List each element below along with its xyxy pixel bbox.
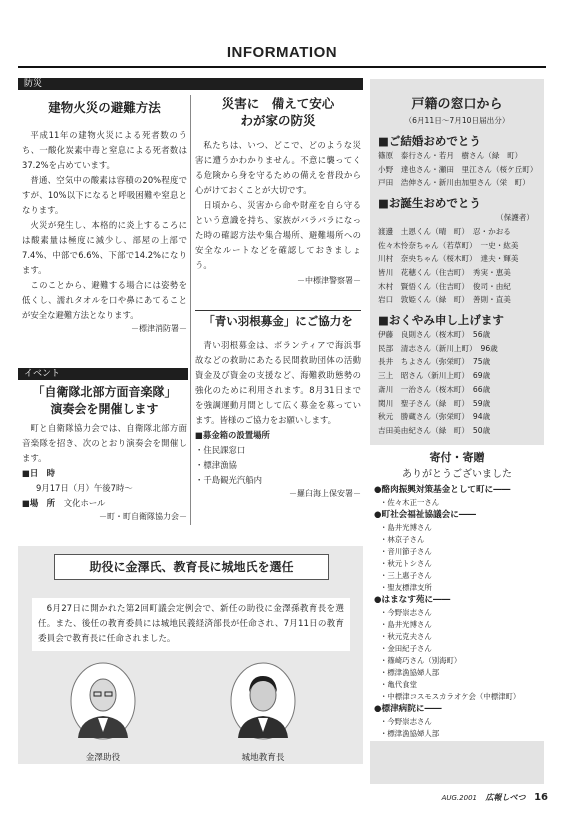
footer-date: AUG.2001 bbox=[441, 794, 477, 802]
marriage-heading: ■ご結婚おめでとう bbox=[378, 134, 481, 148]
article-paragraph: 平成11年の建物火災による死者数のうち、一酸化炭素中毒と窒息による死者数は37.2%を占めています。 bbox=[22, 130, 187, 170]
article-credit: －中標津警察署－ bbox=[297, 276, 361, 285]
article-paragraph: 私たちは、いつ、どこで、どのような災害に遭うかわかりません。不意に襲ってくる危険から身を守るための備えを普段から心がけておくことが大切です。 bbox=[195, 140, 361, 195]
marriage-section bbox=[370, 133, 544, 190]
footer-publication: 広報しべつ bbox=[485, 793, 526, 802]
list-item: ・佐々木正一さん bbox=[380, 497, 440, 507]
list-item: 伊藤 良則さん（桜木町） 56歳 bbox=[378, 330, 491, 340]
list-item: ・今野崇志さん bbox=[380, 607, 432, 617]
donation-subtitle: ありがとうございました bbox=[402, 468, 512, 480]
list-item: 川村 奈央ちゃん（桜木町） 達夫・輝美 bbox=[378, 254, 519, 264]
list-item: 民部 清志さん（新川上町） 96歳 bbox=[378, 343, 498, 353]
date-label: ■日 時 bbox=[22, 468, 56, 478]
category-label: 防災 bbox=[24, 79, 43, 89]
portrait-shirochi bbox=[230, 662, 296, 740]
article-home-disaster-prep bbox=[195, 95, 361, 286]
list-item: ・三上惠子さん bbox=[380, 570, 432, 580]
list-item: ・今野崇志さん bbox=[380, 716, 432, 726]
list-item: 篠原 泰行さん・若月 樹さん（緑 町） bbox=[378, 151, 523, 160]
article-band-concert bbox=[22, 384, 187, 522]
appointment-box bbox=[18, 546, 363, 764]
page-number: 16 bbox=[534, 792, 548, 803]
list-item: ・秋元トシさん bbox=[380, 558, 432, 568]
footer bbox=[400, 792, 548, 803]
list-item: 戸田 浩伸さん・新川由加里さん（栄 町） bbox=[378, 178, 530, 188]
page-title: INFORMATION bbox=[226, 44, 338, 61]
donation-section-heading: ●町社会福祉協議会に―― bbox=[374, 509, 477, 520]
donation-title: 寄付・寄贈 bbox=[429, 450, 485, 464]
birth-heading: ■お誕生おめでとう bbox=[378, 196, 481, 211]
list-item: 木村 賢悟くん（住吉町） 俊司・由紀 bbox=[378, 281, 511, 291]
article-title-line2: わが家の防災 bbox=[240, 113, 316, 128]
appointment-paragraph: 6月27日に開かれた第2回町議会定例会で、新任の助役に金澤孫教育長を選任。また、後任の教育委員には城地民義経済部長が任命され、7月11日の教育委員会で教育長に任命されました。 bbox=[38, 604, 344, 644]
list-item: ・聖友標津支所 bbox=[380, 582, 432, 592]
list-item: 関川 聖子さん（緑 町） 59歳 bbox=[378, 398, 491, 408]
list-item: 三上 昭さん（新川上町） 69歳 bbox=[378, 371, 491, 381]
article-title-line1: 「自衛隊北部方面音楽隊」 bbox=[32, 385, 177, 399]
list-item: 斎川 一治さん（桜木町） 66歳 bbox=[378, 384, 491, 394]
article-paragraph: 火災が発生し、本格的に炎上するころには酸素量は極度に減少し、部屋の上部で7.4%、中部で6.6%、下部で14.2%になります。 bbox=[22, 220, 187, 275]
list-item: ・篠崎巧さん（別海町） bbox=[380, 655, 462, 665]
article-title-line1: 災害に 備えて安心 bbox=[221, 96, 335, 111]
portrait-kanazawa bbox=[70, 662, 136, 740]
person-photo-icon bbox=[70, 662, 136, 740]
list-item: ・島井光博さん bbox=[380, 619, 432, 629]
location-item: ・住民課窓口 bbox=[195, 445, 246, 455]
place-value: 文化ホール bbox=[63, 498, 106, 508]
event-date-value: 9月17日（月）午後7時～ bbox=[36, 483, 133, 493]
article-credit: －羅臼海上保安署－ bbox=[289, 489, 361, 498]
article-blue-feather bbox=[195, 313, 361, 499]
donation-box bbox=[370, 445, 544, 741]
list-item: 佐々木怜奈ちゃん（若草町） 一史・紘美 bbox=[378, 240, 519, 250]
column-divider bbox=[190, 95, 191, 525]
donation-section-heading: ●標津病院に―― bbox=[374, 703, 442, 714]
location-item: ・千島観光汽船内 bbox=[195, 475, 262, 485]
category-label: イベント bbox=[24, 369, 61, 379]
category-bar-bosai bbox=[18, 78, 363, 90]
person-photo-icon bbox=[230, 662, 296, 740]
appointment-text-box bbox=[32, 598, 350, 651]
list-item: ・亀代食堂 bbox=[380, 679, 417, 689]
donation-section-heading: ●はまなす苑に―― bbox=[374, 594, 451, 605]
death-section bbox=[370, 312, 544, 438]
portrait-caption: 城地教育長 bbox=[241, 753, 285, 763]
section-rule bbox=[195, 310, 361, 311]
article-title: 「青い羽根募金」にご協力を bbox=[203, 314, 353, 328]
koseki-title: 戸籍の窓口から bbox=[411, 97, 503, 112]
donation-section-heading: ●酪肉振興対策基金として町に―― bbox=[374, 484, 511, 495]
right-column bbox=[370, 79, 544, 784]
death-heading: ■おくやみ申し上げます bbox=[378, 313, 504, 328]
guardian-label: （保護者） bbox=[496, 213, 534, 223]
article-paragraph: 普通、空気中の酸素は容積の20%程度ですが、10%以下になると呼吸困難や窒息となります。 bbox=[22, 175, 187, 215]
category-bar-event bbox=[18, 368, 188, 380]
list-item: 岩口 敦姫くん（緑 町） 善則・直美 bbox=[378, 295, 511, 305]
list-item: ・金田紀子さん bbox=[380, 643, 432, 653]
portrait-caption: 金澤助役 bbox=[85, 753, 121, 763]
event-date-row bbox=[22, 466, 187, 481]
list-item: ・中標津コスモスカラオケ会（中標津町） bbox=[380, 691, 521, 701]
list-item: ・標津漁協婦人部 bbox=[380, 728, 440, 738]
article-paragraph: 日頃から、災害から命や財産を自ら守るという意識を持ち、家族がバラバラになった時の確認方法や集合場所、避難場所への安全なルートなどを確認しておきましょう。 bbox=[195, 200, 361, 270]
article-credit: －標津消防署－ bbox=[131, 324, 187, 333]
list-item: ・秋元克夫さん bbox=[380, 631, 432, 641]
list-item: ・音川節子さん bbox=[380, 546, 432, 556]
article-credit: －町・町自衛隊協力会－ bbox=[99, 512, 187, 521]
list-item: ・林京子さん bbox=[380, 534, 425, 544]
place-label: ■場 所 bbox=[22, 498, 56, 508]
list-item: ・標津漁協婦人部 bbox=[380, 667, 440, 677]
appointment-title: 助役に金澤氏、教育長に城地氏を選任 bbox=[54, 554, 329, 580]
birth-section bbox=[370, 195, 544, 307]
list-item: ・島井光博さん bbox=[380, 522, 432, 532]
list-item: 長井 ちよさん（弥栄町） 75歳 bbox=[378, 357, 491, 367]
list-item: 吉田美由紀さん（緑 町） 50歳 bbox=[378, 425, 491, 435]
list-item: 皆川 花穂くん（住吉町） 秀実・恵美 bbox=[378, 267, 511, 277]
article-fire-evacuation bbox=[22, 99, 187, 334]
location-item: ・標津漁協 bbox=[195, 460, 237, 470]
box-locations-label: ■募金箱の設置場所 bbox=[195, 430, 270, 440]
article-paragraph: このことから、避難する場合には姿勢を低くし、濡れタオルを口や鼻にあてることが安全な避難方法となります。 bbox=[22, 280, 187, 320]
list-item: 秋元 勝蔵さん（弥栄町） 94歳 bbox=[378, 412, 491, 422]
koseki-period: （6月11日～7月10日届出分） bbox=[404, 116, 510, 125]
article-paragraph: 町と自衛隊協力会では、自衛隊北部方面音楽隊を招き、次のとおり演奏会を開催します。 bbox=[22, 423, 187, 463]
list-item: 小野 達也さん・瀬田 里江さん（桜ケ丘町） bbox=[378, 164, 538, 174]
list-item: 渡邊 土恩くん（晴 町） 忍・かおる bbox=[378, 226, 511, 236]
article-paragraph: 青い羽根募金は、ボランティアで海浜事故などの救助にあたる民間救助団体の活動資金及び資金の支援など、海難救助態勢の強化のために利用されます。8月31日までを強調運動月間として広く募金を募っています。皆様のご協力をお願いします。 bbox=[195, 340, 361, 425]
event-place-row bbox=[22, 496, 187, 511]
article-title-line2: 演奏会を開催します bbox=[50, 402, 159, 416]
title-rule bbox=[18, 66, 546, 68]
article-title: 建物火災の避難方法 bbox=[48, 100, 161, 115]
